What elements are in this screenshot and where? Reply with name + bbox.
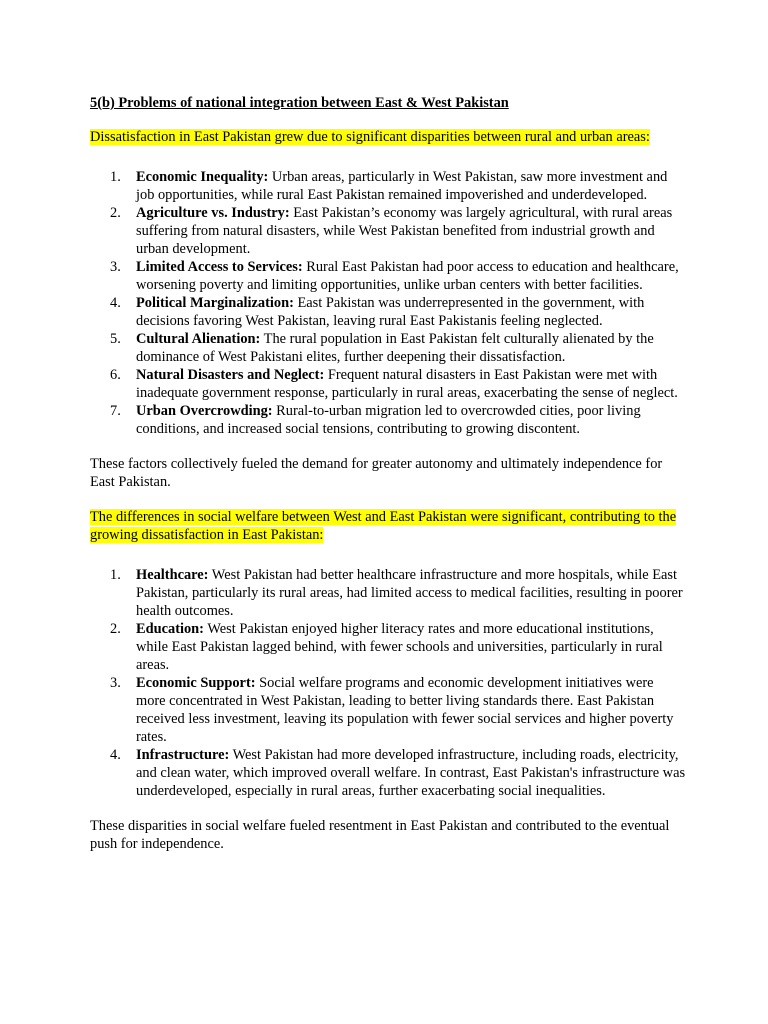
section2-intro bbox=[90, 508, 686, 544]
document-page bbox=[90, 94, 686, 870]
item-text: Frequent natural disasters in East Pakistan were met with inadequate government response, particularly in rural areas, exacerbating the sense of neglect. bbox=[136, 367, 678, 401]
item-text: East Pakistan was underrepresented in the government, with decisions favoring West Pakistan, leaving rural East Pakistanis feeling neglected. bbox=[136, 295, 645, 329]
item-term: Cultural Alienation: bbox=[136, 331, 261, 347]
list-number: 7. bbox=[110, 403, 121, 419]
item-text: Urban areas, particularly in West Pakistan, saw more investment and job opportunities, while rural East Pakistan remained impoverished and underdeveloped. bbox=[136, 169, 668, 203]
list-item bbox=[90, 258, 686, 294]
list-number: 3. bbox=[110, 259, 121, 275]
list-number: 4. bbox=[110, 747, 121, 763]
list-item bbox=[90, 746, 686, 800]
item-term: Economic Inequality: bbox=[136, 169, 269, 185]
item-term: Healthcare: bbox=[136, 567, 209, 583]
list-item bbox=[90, 204, 686, 258]
list-item bbox=[90, 168, 686, 204]
list-item bbox=[90, 330, 686, 366]
item-term: Limited Access to Services: bbox=[136, 259, 303, 275]
section2-list bbox=[90, 566, 686, 800]
item-term: Economic Support: bbox=[136, 675, 256, 691]
item-term: Education: bbox=[136, 621, 204, 637]
list-number: 2. bbox=[110, 205, 121, 221]
section2-conclusion: These disparities in social welfare fueled resentment in East Pakistan and contributed to the eventual push for independence. bbox=[90, 818, 670, 852]
item-text: The rural population in East Pakistan felt culturally alienated by the dominance of West Pakistani elites, further deepening their dissatisfaction. bbox=[136, 331, 654, 365]
item-text: West Pakistan enjoyed higher literacy rates and more educational institutions, while East Pakistan lagged behind, with fewer schools and universities, particularly in rural areas. bbox=[136, 621, 663, 673]
list-item bbox=[90, 294, 686, 330]
document-title: 5(b) Problems of national integration between East & West Pakistan bbox=[90, 95, 509, 111]
list-item bbox=[90, 366, 686, 402]
item-term: Natural Disasters and Neglect: bbox=[136, 367, 325, 383]
section1-conclusion: These factors collectively fueled the demand for greater autonomy and ultimately independence for East Pakistan. bbox=[90, 456, 663, 490]
list-item bbox=[90, 674, 686, 746]
list-item bbox=[90, 566, 686, 620]
list-number: 1. bbox=[110, 169, 121, 185]
list-number: 1. bbox=[110, 567, 121, 583]
item-text: West Pakistan had better healthcare infrastructure and more hospitals, while East Pakistan, particularly its rural areas, had limited access to medical facilities, resulting in poorer health outcomes. bbox=[136, 567, 683, 619]
list-number: 3. bbox=[110, 675, 121, 691]
item-text: Social welfare programs and economic development initiatives were more concentrated in West Pakistan, leading to better living standards there. East Pakistan received less investment, leaving its population with fewer social services and higher poverty rates. bbox=[136, 675, 674, 745]
item-term: Infrastructure: bbox=[136, 747, 230, 763]
item-text: Rural-to-urban migration led to overcrowded cities, poor living conditions, and increased social tensions, contributing to growing discontent. bbox=[136, 403, 641, 437]
list-number: 6. bbox=[110, 367, 121, 383]
item-text: East Pakistan’s economy was largely agricultural, with rural areas suffering from natural disasters, while West Pakistan benefited from industrial growth and urban development. bbox=[136, 205, 673, 257]
item-text: Rural East Pakistan had poor access to education and healthcare, worsening poverty and limiting opportunities, unlike urban centers with better facilities. bbox=[136, 259, 679, 293]
section1-list bbox=[90, 168, 686, 438]
item-term: Urban Overcrowding: bbox=[136, 403, 273, 419]
list-number: 5. bbox=[110, 331, 121, 347]
item-text: West Pakistan had more developed infrastructure, including roads, electricity, and clean water, which improved overall welfare. In contrast, East Pakistan's infrastructure was underdeveloped, especially in rural areas, further exacerbating social inequalities. bbox=[136, 747, 686, 799]
list-number: 4. bbox=[110, 295, 121, 311]
list-number: 2. bbox=[110, 621, 121, 637]
section1-intro bbox=[90, 128, 686, 146]
list-item bbox=[90, 402, 686, 438]
list-item bbox=[90, 620, 686, 674]
section2-intro-highlight: The differences in social welfare between West and East Pakistan were significant, contributing to the growing dissatisfaction in East Pakistan: bbox=[90, 509, 677, 543]
section1-intro-highlight: Dissatisfaction in East Pakistan grew due to significant disparities between rural and urban areas: bbox=[90, 129, 650, 145]
item-term: Political Marginalization: bbox=[136, 295, 294, 311]
item-term: Agriculture vs. Industry: bbox=[136, 205, 290, 221]
